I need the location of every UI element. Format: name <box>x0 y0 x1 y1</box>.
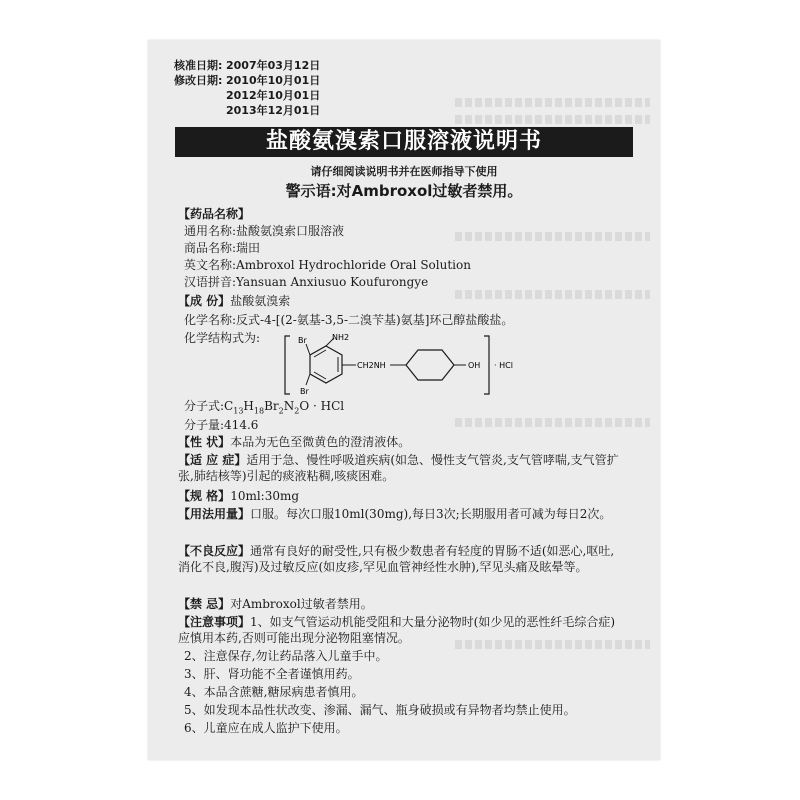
precaution-item: 4、本品含蔗糖,糖尿病患者慎用。 <box>184 685 364 699</box>
formula-subscript: 18 <box>253 406 265 416</box>
bleed-through-mark <box>455 290 650 299</box>
precaution-item: 5、如发现本品性状改变、渗漏、漏气、瓶身破损或有异物者均禁止使用。 <box>184 703 576 717</box>
molecular-weight: 分子量:414.6 <box>184 418 259 432</box>
br-top-label: Br <box>298 336 307 345</box>
contraindications-value: 对Ambroxol过敏者禁用。 <box>230 597 373 611</box>
bracket-right <box>484 336 489 394</box>
formula-subscript: 13 <box>233 406 244 416</box>
formula-element: H <box>243 399 254 413</box>
precaution-item: 3、肝、肾功能不全者谨慎用药。 <box>184 667 360 681</box>
precaution-item: 6、儿童应在成人监护下使用。 <box>184 721 348 735</box>
nh2-label: NH2 <box>332 333 350 342</box>
bleed-through-mark <box>455 232 650 241</box>
formula-subscript: 2 <box>278 406 284 416</box>
adverse-reactions-row <box>178 543 626 575</box>
ch2nh-label: CH2NH <box>357 361 386 370</box>
english-name: 英文名称:Ambroxol Hydrochloride Oral Solution <box>184 258 471 272</box>
section-heading-spec: 【规 格】 <box>178 489 231 503</box>
document-title: 盐酸氨溴索口服溶液说明书 <box>175 127 633 157</box>
formula-subscript: 2 <box>294 406 300 416</box>
section-heading-adverse-reactions: 【不良反应】 <box>178 544 251 558</box>
bleed-through-mark <box>455 418 650 427</box>
section-heading-indications: 【适 应 症】 <box>178 453 247 467</box>
trade-name: 商品名称:瑞田 <box>184 241 261 255</box>
section-heading-properties: 【性 状】 <box>178 435 231 449</box>
contraindications-row <box>178 596 373 612</box>
approval-date: 2007年03月12日 <box>226 59 321 72</box>
cyclohexane-ring <box>406 350 454 380</box>
revision-date: 2013年12月01日 <box>226 104 321 117</box>
bleed-through-mark <box>455 115 650 124</box>
structure-label: 化学结构式为: <box>184 331 261 345</box>
molecular-formula <box>184 398 344 414</box>
section-heading-contraindications: 【禁 忌】 <box>178 597 231 611</box>
indications-row <box>178 452 626 484</box>
pinyin-name: 汉语拼音:Yansuan Anxiusuo Koufurongye <box>184 275 429 289</box>
section-heading-precautions: 【注意事项】 <box>178 615 251 629</box>
revision-dates-block <box>174 58 320 118</box>
dosage-value: 口服。每次口服10ml(30mg),每日3次;长期服用者可减为每日2次。 <box>250 507 612 521</box>
formula-element: Br <box>264 399 279 413</box>
ingredients-value: 盐酸氨溴索 <box>230 294 291 308</box>
bracket-left <box>285 336 290 394</box>
adverse-reactions-value: 通常有良好的耐受性,只有极少数患者有轻度的胃肠不适(如恶心,呕吐,消化不良,腹泻)及过敏反应(如皮疹,罕见血管神经性水肿),罕见头痛及眩晕等。 <box>178 544 615 574</box>
warning-statement: 警示语:对Ambroxol过敏者禁用。 <box>285 182 523 200</box>
section-heading-drug-name: 【药品名称】 <box>178 207 251 221</box>
precaution-item: 2、注意保存,勿让药品落入儿童手中。 <box>184 649 388 663</box>
formula-element: C <box>224 399 234 413</box>
generic-name: 通用名称:盐酸氨溴索口服溶液 <box>184 224 345 238</box>
properties-row <box>178 434 410 450</box>
revision-date-label: 修改日期: <box>174 74 223 87</box>
section-heading-ingredients: 【成 份】 <box>178 294 231 308</box>
revision-date: 2010年10月01日 <box>226 74 321 87</box>
formula-element: N <box>283 399 295 413</box>
precautions-row <box>178 614 626 646</box>
spec-row <box>178 488 299 504</box>
revision-date: 2012年10月01日 <box>226 89 321 102</box>
properties-value: 本品为无色至微黄色的澄清液体。 <box>230 435 411 449</box>
approval-date-label: 核准日期: <box>174 59 223 72</box>
precaution-item: 1、如支气管运动机能受阻和大量分泌物时(如少见的恶性纤毛综合症)应慎用本药,否则可能出现分泌物阻塞情况。 <box>178 615 616 645</box>
br-bottom-label: Br <box>300 387 309 396</box>
hcl-label: · HCl <box>494 361 513 370</box>
oh-label: OH <box>468 361 481 370</box>
ingredients-row <box>178 293 290 309</box>
benzene-ring <box>310 346 342 383</box>
spec-value: 10ml:30mg <box>230 489 300 503</box>
usage-note: 请仔细阅读说明书并在医师指导下使用 <box>310 165 498 178</box>
chemical-name: 化学名称:反式-4-[(2-氨基-3,5-二溴苄基)氨基]环己醇盐酸盐。 <box>184 313 514 327</box>
dosage-row <box>178 506 626 522</box>
indications-value: 适用于急、慢性呼吸道疾病(如急、慢性支气管炎,支气管哮喘,支气管扩张,肺结核等)引起的痰液粘稠,咳痰困难。 <box>178 453 619 483</box>
formula-element: O · HCl <box>299 399 345 413</box>
section-heading-dosage: 【用法用量】 <box>178 507 251 521</box>
bleed-through-mark <box>455 98 650 107</box>
formula-label: 分子式: <box>184 399 225 413</box>
chemical-structure-diagram <box>282 332 632 398</box>
